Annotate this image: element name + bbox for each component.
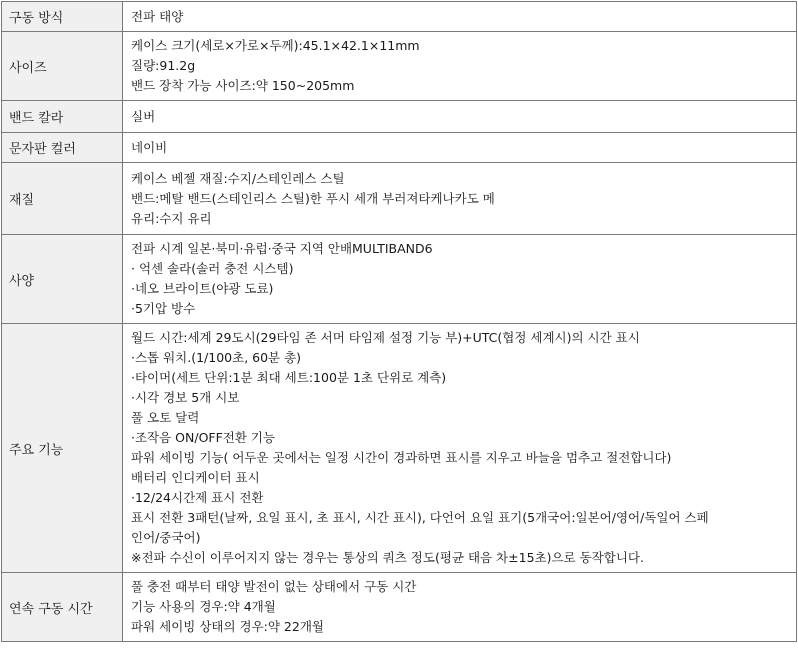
- spec-value-line: 실버: [131, 108, 156, 124]
- spec-value-line: 질량:91.2g: [131, 58, 196, 73]
- spec-value-line: 표시 전환 3패턴(날짜, 요일 표시, 초 표시, 시간 표시), 다언어 요일 표기(5개국어:일본어/영어/독일어 스페: [131, 510, 709, 525]
- spec-value-line: ·스톱 워치.(1/100초, 60분 총): [131, 350, 302, 365]
- spec-value-line: ·조작음 ON/OFF전환 기능: [131, 430, 276, 445]
- spec-row: [2, 101, 797, 133]
- spec-value: [123, 324, 797, 573]
- spec-value: [123, 235, 797, 324]
- spec-label: 주요 기능: [2, 324, 123, 573]
- spec-value-line: 케이스 베젤 재질:수지/스테인레스 스틸: [131, 170, 345, 186]
- spec-value-line: 유리:수지 유리: [131, 210, 212, 226]
- spec-label: 사이즈: [2, 32, 123, 101]
- spec-label: 재질: [2, 163, 123, 235]
- spec-value: [123, 32, 797, 101]
- spec-value-line: 밴드:메탈 밴드(스테인리스 스틸)한 푸시 세개 부러져타케나카도 메: [131, 190, 495, 206]
- spec-value-line: ·12/24시간제 표시 전환: [131, 490, 264, 505]
- spec-value-line: 인어/중국어): [131, 530, 201, 545]
- spec-row: [2, 32, 797, 101]
- spec-value-line: 파워 세이빙 기능( 어두운 곳에서는 일정 시간이 경과하면 표시를 지우고 바늘을 멈추고 절전합니다): [131, 450, 672, 465]
- spec-value-line: ·네오 브라이트(야광 도료): [131, 281, 274, 296]
- spec-table-body: [2, 2, 797, 642]
- spec-row: [2, 573, 797, 642]
- spec-value-line: ·시각 경보 5개 시보: [131, 390, 240, 405]
- spec-value-line: 전파 태양: [131, 8, 184, 24]
- spec-value-line: 배터리 인디케이터 표시: [131, 470, 260, 485]
- spec-row: [2, 235, 797, 324]
- spec-value-line: 기능 사용의 경우:약 4개월: [131, 599, 276, 614]
- spec-value: [123, 133, 797, 163]
- spec-label: 구동 방식: [2, 2, 123, 32]
- spec-value-line: 풀 오토 달력: [131, 410, 200, 425]
- spec-label: 밴드 칼라: [2, 101, 123, 133]
- spec-label: 연속 구동 시간: [2, 573, 123, 642]
- spec-table: [1, 1, 797, 642]
- spec-row: [2, 2, 797, 32]
- spec-value-line: 네이비: [131, 139, 168, 155]
- spec-value-line: 월드 시간:세계 29도시(29타임 존 서머 타임제 설정 기능 부)+UTC(협정 세계시)의 시간 표시: [131, 330, 640, 345]
- spec-label: 사양: [2, 235, 123, 324]
- spec-row: [2, 324, 797, 573]
- spec-label: 문자판 컬러: [2, 133, 123, 163]
- spec-value-line: 풀 충전 때부터 태양 발전이 없는 상태에서 구동 시간: [131, 579, 417, 594]
- spec-row: [2, 133, 797, 163]
- spec-value-line: 케이스 크기(세로×가로×두께):45.1×42.1×11mm: [131, 38, 420, 53]
- spec-value: [123, 2, 797, 32]
- spec-value-line: ·5기압 방수: [131, 301, 196, 316]
- spec-value-line: · 억센 솔라(솔러 충전 시스템): [131, 261, 294, 276]
- spec-row: [2, 163, 797, 235]
- spec-value-line: 파워 세이빙 상태의 경우:약 22개월: [131, 619, 324, 634]
- spec-value-line: ·타이머(세트 단위:1분 최대 세트:100분 1초 단위로 계측): [131, 370, 447, 385]
- spec-value: [123, 573, 797, 642]
- spec-value-line: ※전파 수신이 이루어지지 않는 경우는 통상의 쿼츠 정도(평균 태음 차±15초)으로 동작합니다.: [131, 550, 644, 565]
- spec-value: [123, 163, 797, 235]
- spec-value-line: 전파 시계 일본·북미·유럽·중국 지역 안배MULTIBAND6: [131, 241, 433, 256]
- spec-value: [123, 101, 797, 133]
- spec-value-line: 밴드 장착 가능 사이즈:약 150~205mm: [131, 78, 355, 93]
